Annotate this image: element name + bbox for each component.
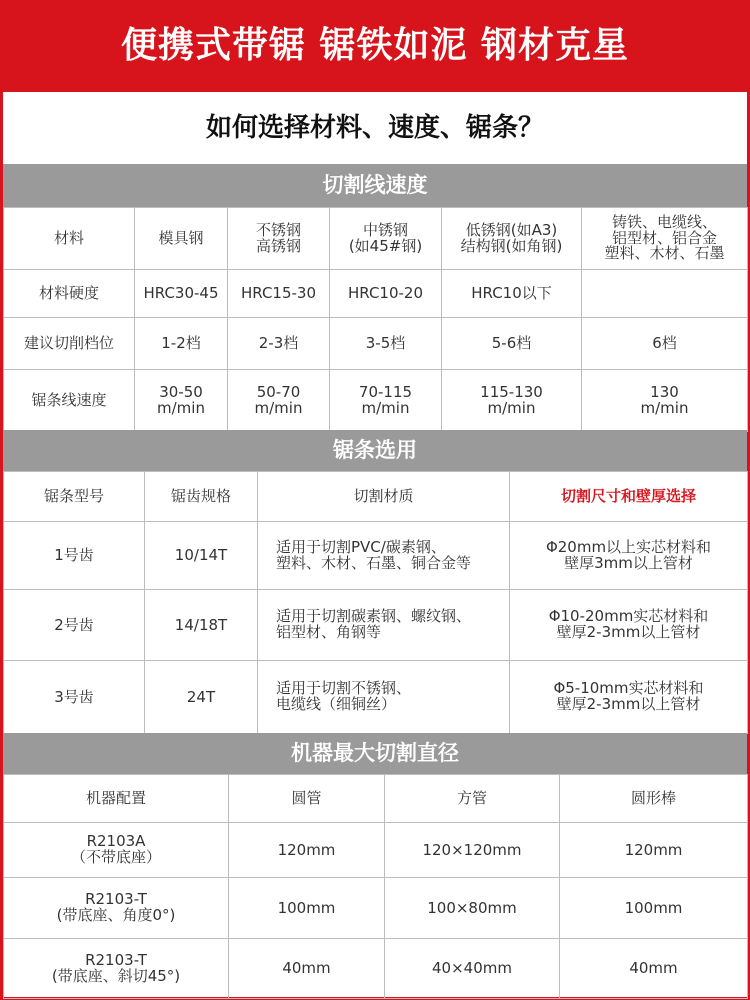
cell-line: 不锈钢 xyxy=(255,220,301,239)
speed-cell xyxy=(228,370,330,432)
speed-table xyxy=(3,207,748,432)
capacity-cell: 100×80mm xyxy=(385,878,560,939)
blade-cell: 24T xyxy=(145,661,258,734)
speed-row xyxy=(4,270,748,318)
cell-line: Φ10-20mm实芯材料和 xyxy=(548,607,709,626)
speed-header-row xyxy=(4,208,748,270)
cell-line: R2103-T xyxy=(85,890,147,909)
speed-row xyxy=(4,370,748,432)
cell-line: m/min xyxy=(640,398,689,417)
blade-row xyxy=(4,522,748,590)
blade-cell xyxy=(258,590,510,661)
cell-line: 壁厚2-3mm以上管材 xyxy=(556,623,701,641)
cell-line: 适用于切割不锈钢、 xyxy=(276,679,412,698)
cell-line: R2103A xyxy=(86,832,146,851)
banner-title: 便携式带锯 锯铁如泥 钢材克星 xyxy=(120,25,630,66)
cell-line: 适用于切割PVC/碳素钢、 xyxy=(276,537,446,556)
speed-cell xyxy=(582,370,748,432)
speed-header-cell xyxy=(330,208,442,270)
speed-header-cell xyxy=(442,208,582,270)
blade-section-header: 锯条选用 xyxy=(3,430,747,471)
cell-line: 70-115 xyxy=(358,382,413,401)
speed-cell: 1-2档 xyxy=(135,318,228,370)
speed-header-cell: 材料 xyxy=(4,208,135,270)
speed-header-cell xyxy=(582,208,748,270)
capacity-table xyxy=(3,774,748,999)
blade-cell: 1号齿 xyxy=(4,522,145,590)
cell-line: 铸铁、电缆线、 xyxy=(611,212,717,231)
capacity-cell: 40mm xyxy=(560,939,748,999)
speed-header-cell: 模具钢 xyxy=(135,208,228,270)
capacity-row xyxy=(4,878,748,939)
cell-line: 30-50 xyxy=(159,382,203,401)
cell-line: (带底座、斜切45°) xyxy=(51,966,181,985)
speed-cell xyxy=(442,370,582,432)
blade-cell xyxy=(510,661,748,734)
blade-row xyxy=(4,661,748,734)
capacity-header-cell: 圆管 xyxy=(229,775,385,823)
cell-line: （不带底座） xyxy=(70,848,161,866)
cell-line: 115-130 xyxy=(480,382,543,401)
speed-cell: HRC10以下 xyxy=(442,270,582,318)
capacity-cell: 100mm xyxy=(229,878,385,939)
blade-header-cell: 锯齿规格 xyxy=(145,472,258,522)
blade-cell xyxy=(510,590,748,661)
speed-cell xyxy=(135,370,228,432)
blade-header-row xyxy=(4,472,748,522)
cell-line: 电缆线（细铜丝） xyxy=(276,695,397,713)
blade-row xyxy=(4,590,748,661)
capacity-header-cell: 方管 xyxy=(385,775,560,823)
blade-table xyxy=(3,471,748,734)
cell-line: 130 xyxy=(650,382,679,401)
capacity-header-cell: 机器配置 xyxy=(4,775,229,823)
page-title: 如何选择材料、速度、锯条？ xyxy=(205,113,544,143)
speed-cell: 3-5档 xyxy=(330,318,442,370)
blade-header-cell: 锯条型号 xyxy=(4,472,145,522)
speed-cell: 2-3档 xyxy=(228,318,330,370)
speed-cell: HRC15-30 xyxy=(228,270,330,318)
cell-line: m/min xyxy=(361,398,410,417)
cell-line: 铝型材、铝合金 xyxy=(611,228,717,247)
speed-header-cell xyxy=(228,208,330,270)
speed-cell: 锯条线速度 xyxy=(4,370,135,432)
capacity-cell: 120mm xyxy=(560,823,748,878)
cell-line: Φ5-10mm实芯材料和 xyxy=(553,679,704,698)
speed-row xyxy=(4,318,748,370)
blade-header-cell: 切割尺寸和壁厚选择 xyxy=(510,472,748,522)
blade-cell xyxy=(510,522,748,590)
capacity-cell: 40×40mm xyxy=(385,939,560,999)
cell-line: m/min xyxy=(487,398,536,417)
blade-cell: 2号齿 xyxy=(4,590,145,661)
cell-line: Φ20mm以上实芯材料和 xyxy=(545,537,712,556)
cell-line: 中锈钢 xyxy=(362,220,408,239)
capacity-cell: 40mm xyxy=(229,939,385,999)
cell-line: R2103-T xyxy=(85,950,147,969)
speed-cell: HRC10-20 xyxy=(330,270,442,318)
capacity-cell: 120×120mm xyxy=(385,823,560,878)
cell-line: (如45#钢) xyxy=(348,236,423,255)
blade-cell xyxy=(258,522,510,590)
speed-cell: 5-6档 xyxy=(442,318,582,370)
capacity-cell: 100mm xyxy=(560,878,748,939)
cell-line: 塑料、木材、石墨 xyxy=(604,244,725,263)
cell-line: 结构钢(如角钢) xyxy=(460,236,563,255)
blade-cell: 10/14T xyxy=(145,522,258,590)
blade-header-cell: 切割材质 xyxy=(258,472,510,522)
blade-cell xyxy=(258,661,510,734)
speed-cell xyxy=(330,370,442,432)
blade-cell: 3号齿 xyxy=(4,661,145,734)
capacity-cell xyxy=(4,878,229,939)
capacity-header-row xyxy=(4,775,748,823)
cell-line: 高锈钢 xyxy=(255,236,301,255)
cell-line: 塑料、木材、石墨、铜合金等 xyxy=(276,553,472,572)
cell-line: 壁厚3mm以上管材 xyxy=(564,553,693,572)
capacity-cell xyxy=(4,939,229,999)
capacity-cell: 120mm xyxy=(229,823,385,878)
cell-line: 50-70 xyxy=(256,382,301,401)
cell-line: 铝型材、角钢等 xyxy=(276,623,382,641)
cell-line: m/min xyxy=(254,398,303,417)
speed-section-header: 切割线速度 xyxy=(3,164,747,207)
speed-cell: 材料硬度 xyxy=(4,270,135,318)
capacity-header-cell: 圆形棒 xyxy=(560,775,748,823)
capacity-cell xyxy=(4,823,229,878)
capacity-section-header: 机器最大切割直径 xyxy=(3,733,747,774)
cell-line: 壁厚2-3mm以上管材 xyxy=(556,695,701,713)
capacity-row xyxy=(4,939,748,999)
speed-cell: HRC30-45 xyxy=(135,270,228,318)
cell-line: m/min xyxy=(157,398,205,417)
cell-line: 低锈钢(如A3) xyxy=(465,220,558,239)
cell-line: 适用于切割碳素钢、螺纹钢、 xyxy=(276,607,472,626)
speed-cell: 6档 xyxy=(582,318,748,370)
speed-cell: 建议切削档位 xyxy=(4,318,135,370)
capacity-row xyxy=(4,823,748,878)
speed-cell xyxy=(582,270,748,318)
cell-line: (带底座、角度0°) xyxy=(56,906,176,924)
blade-cell: 14/18T xyxy=(145,590,258,661)
